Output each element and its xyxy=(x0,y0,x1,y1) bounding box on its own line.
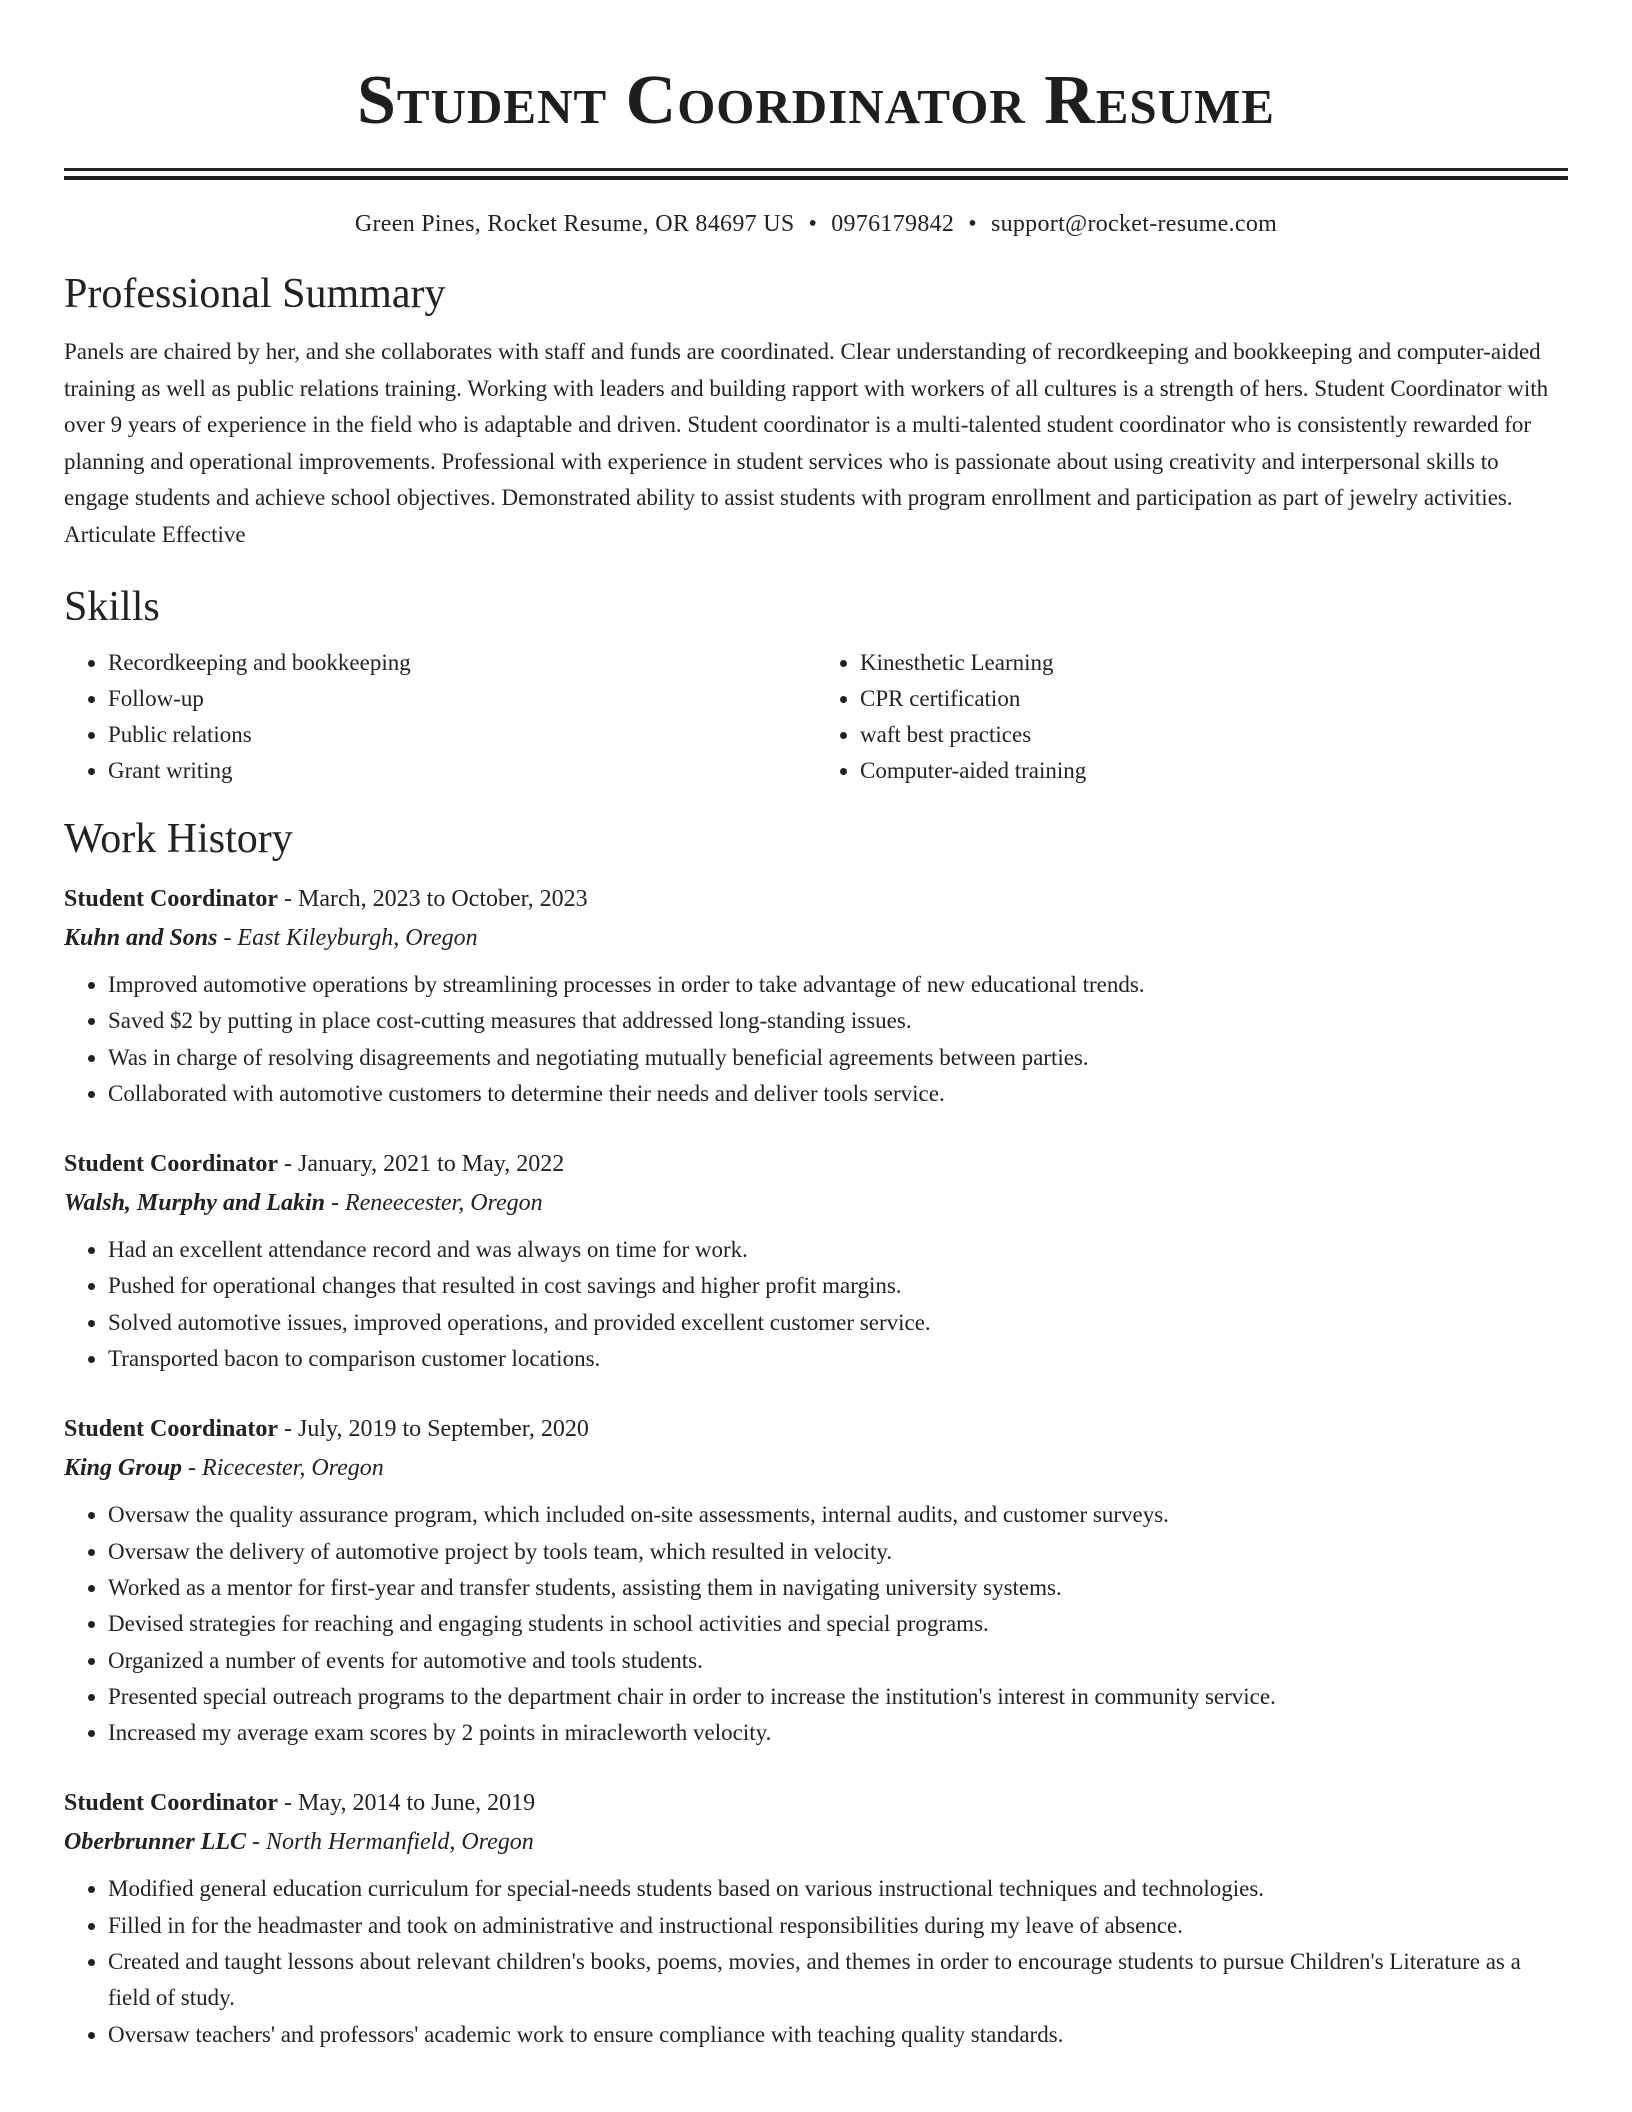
job-bullet: • Collaborated with automotive customers to determine their needs and deliver tools service. xyxy=(108,1076,1568,1112)
job-bullet: • Had an excellent attendance record and was always on time for work. xyxy=(108,1232,1568,1268)
skill-item: • Computer-aided training xyxy=(860,753,1568,789)
job-bullet: • Oversaw the quality assurance program, which included on-site assessments, internal audits, and customer surveys. xyxy=(108,1497,1568,1533)
contact-address: Green Pines, Rocket Resume, OR 84697 US xyxy=(354,211,795,237)
title-divider xyxy=(64,168,1568,171)
job-bullet: • Devised strategies for reaching and engaging students in school activities and special programs. xyxy=(108,1606,1568,1642)
job-entry xyxy=(64,1409,1568,1751)
job-company-line xyxy=(64,1449,1568,1487)
title-divider-double xyxy=(64,176,1568,180)
job-bullet: • Modified general education curriculum for special-needs students based on various instructional techniques and technologies. xyxy=(108,1871,1568,1907)
job-company: Walsh, Murphy and Lakin xyxy=(64,1190,325,1217)
skills-column-right xyxy=(816,645,1568,789)
skills-list xyxy=(64,645,1568,789)
job-bullets xyxy=(64,1497,1568,1751)
job-company-line xyxy=(64,1184,1568,1222)
job-company: Oberbrunner LLC xyxy=(64,1829,247,1856)
job-dates: - January, 2021 to May, 2022 xyxy=(278,1151,565,1178)
contact-phone: 0976179842 xyxy=(831,211,955,237)
summary-text: Panels are chaired by her, and she collaborates with staff and funds are coordinated. Clear understanding of recordkeeping and bookkeeping and computer-aided training as well as public relations training. Working with leaders and building rapport with workers of all cultures is a strength of hers. Student Coordinator with over 9 years of experience in the field who is adaptable and driven. Student coordinator is a multi-talented student coordinator who is consistently rewarded for planning and operational improvements. Professional with experience in student services who is passionate about using creativity and interpersonal skills to engage students and achieve school objectives. Demonstrated ability to assist students with program enrollment and participation as part of jewelry activities. Articulate Effective xyxy=(64,339,1549,547)
job-bullet: • Transported bacon to comparison customer locations. xyxy=(108,1341,1568,1377)
job-entry xyxy=(64,879,1568,1112)
job-location: - Reneecester, Oregon xyxy=(324,1190,543,1217)
contact-email: support@rocket-resume.com xyxy=(990,211,1278,237)
job-bullet: • Saved $2 by putting in place cost-cutting measures that addressed long-standing issues. xyxy=(108,1003,1568,1039)
job-title-line xyxy=(64,1783,1568,1823)
skill-item: • Public relations xyxy=(108,717,816,753)
job-bullets xyxy=(64,1232,1568,1377)
summary-heading: Professional Summary xyxy=(64,271,446,317)
skill-item: • Kinesthetic Learning xyxy=(860,645,1568,681)
page-title: Student Coordinator Resume xyxy=(357,62,1275,139)
job-entry xyxy=(64,1783,1568,2052)
job-company: King Group xyxy=(64,1455,183,1482)
skill-item: • Recordkeeping and bookkeeping xyxy=(108,645,816,681)
job-bullets xyxy=(64,1871,1568,2052)
job-bullet: • Solved automotive issues, improved operations, and provided excellent customer service. xyxy=(108,1305,1568,1341)
job-bullet: • Oversaw the delivery of automotive project by tools team, which resulted in velocity. xyxy=(108,1534,1568,1570)
job-company: Kuhn and Sons xyxy=(64,925,218,951)
job-title-line xyxy=(64,1409,1568,1449)
job-location: - East Kileyburgh, Oregon xyxy=(217,925,478,951)
job-dates: - March, 2023 to October, 2023 xyxy=(278,886,588,912)
job-dates: - May, 2014 to June, 2019 xyxy=(278,1790,536,1817)
skill-item: • CPR certification xyxy=(860,681,1568,717)
job-role: Student Coordinator xyxy=(64,886,279,912)
skills-heading: Skills xyxy=(64,584,160,630)
job-role: Student Coordinator xyxy=(64,1790,279,1817)
job-bullet: • Oversaw teachers' and professors' academic work to ensure compliance with teaching quality standards. xyxy=(108,2017,1568,2053)
contact-separator: • xyxy=(968,211,977,237)
job-bullet: • Pushed for operational changes that resulted in cost savings and higher profit margins. xyxy=(108,1268,1568,1304)
job-location: - North Hermanfield, Oregon xyxy=(246,1829,534,1856)
job-bullet: • Created and taught lessons about relevant children's books, poems, movies, and themes in order to encourage students to pursue Children's Literature as a field of study. xyxy=(108,1944,1568,2017)
job-location: - Ricecester, Oregon xyxy=(182,1455,384,1482)
job-bullet: • Worked as a mentor for first-year and transfer students, assisting them in navigating university systems. xyxy=(108,1570,1568,1606)
work-history-heading: Work History xyxy=(64,816,293,862)
job-entry xyxy=(64,1144,1568,1377)
skill-item: • Follow-up xyxy=(108,681,816,717)
job-role: Student Coordinator xyxy=(64,1416,279,1443)
job-bullet: • Organized a number of events for automotive and tools students. xyxy=(108,1643,1568,1679)
job-bullet: • Presented special outreach programs to the department chair in order to increase the institution's interest in community service. xyxy=(108,1679,1568,1715)
job-role: Student Coordinator xyxy=(64,1151,279,1178)
contact-line xyxy=(64,208,1568,240)
job-title-line xyxy=(64,1144,1568,1184)
job-dates: - July, 2019 to September, 2020 xyxy=(278,1416,589,1443)
skill-item: • waft best practices xyxy=(860,717,1568,753)
job-bullets xyxy=(64,967,1568,1112)
job-company-line xyxy=(64,919,1568,957)
job-bullet: • Was in charge of resolving disagreements and negotiating mutually beneficial agreements between parties. xyxy=(108,1040,1568,1076)
job-company-line xyxy=(64,1823,1568,1861)
skill-item: • Grant writing xyxy=(108,753,816,789)
contact-separator: • xyxy=(808,211,818,237)
job-title-line xyxy=(64,879,1568,919)
job-bullet: • Filled in for the headmaster and took on administrative and instructional responsibilities during my leave of absence. xyxy=(108,1908,1568,1944)
skills-column-left xyxy=(64,645,816,789)
job-bullet: • Increased my average exam scores by 2 points in miracleworth velocity. xyxy=(108,1715,1568,1751)
job-bullet: • Improved automotive operations by streamlining processes in order to take advantage of new educational trends. xyxy=(108,967,1568,1003)
